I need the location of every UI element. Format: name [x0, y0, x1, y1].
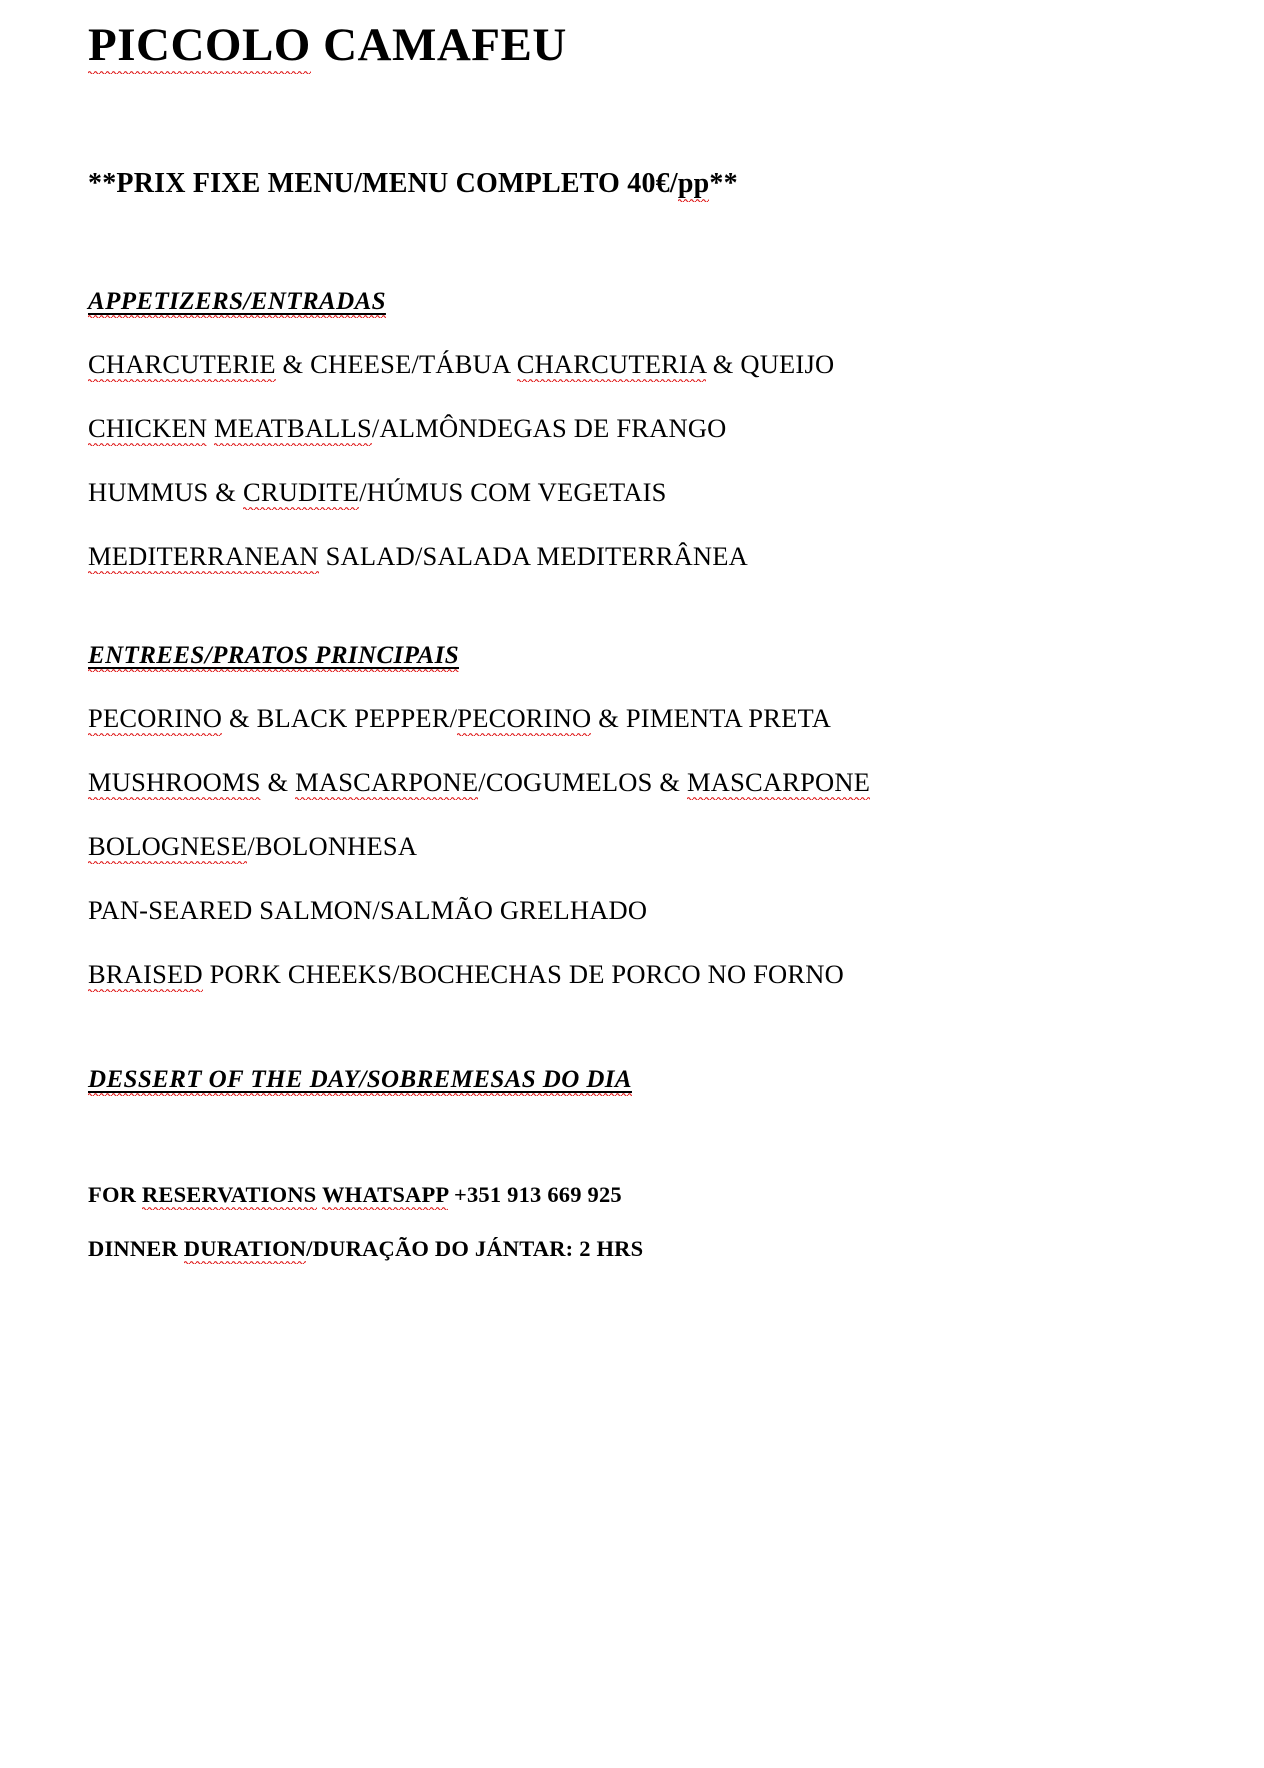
menu-item: MUSHROOMS & MASCARPONE/COGUMELOS & MASCARPONE [88, 767, 1176, 798]
menu-item: PAN-SEARED SALMON/SALMÃO GRELHADO [88, 895, 648, 926]
item-spellcheck-segment: MASCARPONE [687, 767, 870, 800]
item-spellcheck-segment: MEDITERRANEAN [88, 541, 319, 574]
footer-spellcheck-segment: DURATION [184, 1236, 306, 1264]
footer-spellcheck-segment: RESERVATIONS [142, 1182, 317, 1210]
item-spellcheck-segment: PECORINO [457, 703, 591, 736]
item-spellcheck-segment: MASCARPONE [295, 767, 478, 800]
item-spellcheck-segment: MEATBALLS [214, 413, 372, 446]
menu-item: BOLOGNESE/BOLONHESA [88, 831, 1176, 862]
menu-item: CHICKEN MEATBALLS/ALMÔNDEGAS DE FRANGO [88, 413, 1176, 444]
item-spellcheck-segment: CHICKEN [88, 413, 207, 446]
menu-item: HUMMUS & CRUDITE/HÚMUS COM VEGETAIS [88, 477, 1176, 508]
section-heading-dessert [88, 1066, 1176, 1094]
dessert-spellcheck-segment: DESSERT OF THE DAY/SOBREMESAS DO DIA [88, 1066, 632, 1096]
appetizers-spellcheck-segment: APPETIZERS/ENTRADAS [88, 288, 386, 318]
section-heading-appetizers [88, 288, 1176, 316]
item-spellcheck-segment: CHARCUTERIE [88, 349, 276, 382]
duration-line: DINNER DURATION/DURAÇÃO DO JÁNTAR: 2 HRS [88, 1236, 1176, 1262]
menu-item: PECORINO & BLACK PEPPER/PECORINO & PIMENTA PRETA [88, 703, 1176, 734]
item-spellcheck-segment: BRAISED [88, 959, 203, 992]
pp-spellcheck-segment: pp [678, 168, 710, 202]
menu-item: MEDITERRANEAN SALAD/SALADA MEDITERRÂNEA [88, 541, 1176, 572]
section-heading-entrees [88, 642, 1176, 670]
prix-fixe-line: **PRIX FIXE MENU/MENU COMPLETO 40€/pp** [88, 168, 1176, 200]
item-spellcheck-segment: BOLOGNESE [88, 831, 247, 864]
footer-spellcheck-segment: WHATSAPP [322, 1182, 448, 1210]
title-spellcheck-segment: PICCOLO [88, 19, 311, 74]
item-spellcheck-segment: CHARCUTERIA [517, 349, 706, 382]
menu-item: BRAISED PORK CHEEKS/BOCHECHAS DE PORCO NO FORNO [88, 959, 1176, 990]
item-spellcheck-segment: MUSHROOMS [88, 767, 261, 800]
entrees-spellcheck-segment: ENTREES/PRATOS PRINCIPAIS [88, 642, 459, 672]
page-title: PICCOLO CAMAFEU [88, 18, 1176, 72]
item-spellcheck-segment: PECORINO [88, 703, 222, 736]
footer [88, 1182, 1176, 1262]
menu-item: CHARCUTERIE & CHEESE/TÁBUA CHARCUTERIA & QUEIJO [88, 349, 1176, 380]
reservations-line: FOR RESERVATIONS WHATSAPP +351 913 669 925 [88, 1182, 1176, 1208]
item-spellcheck-segment: CRUDITE [243, 477, 359, 510]
